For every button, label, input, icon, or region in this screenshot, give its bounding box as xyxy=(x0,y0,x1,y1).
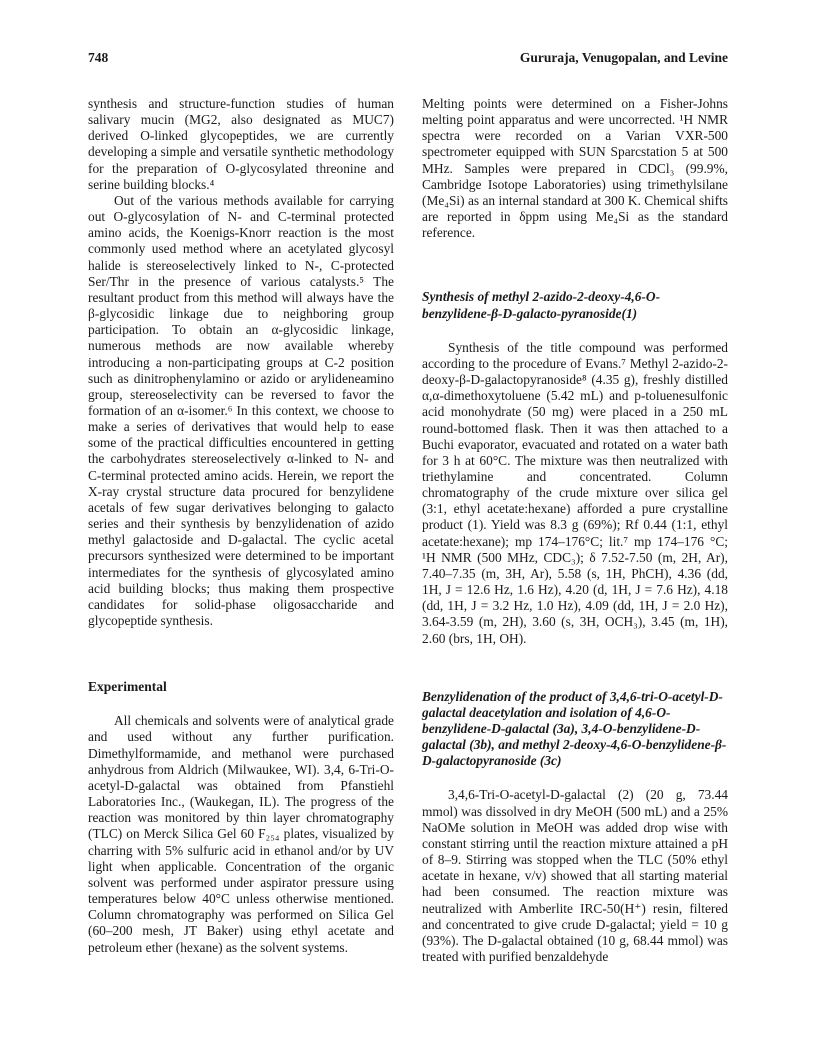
running-head-authors: Gururaja, Venugopalan, and Levine xyxy=(519,50,728,65)
left-column xyxy=(88,96,394,956)
section-spacer xyxy=(422,241,728,289)
glycosylation-methods-paragraph: Out of the various methods available for carrying out O-glycosylation of N- and C-terminal protected amino acids, the Koenigs-Knorr reaction is the most commonly used method where an acetylated glycosyl halide is stereoselectively linked to N-, C-protected Ser/Thr in the presence of various catalysts.⁵ The resultant product from this method will always have the β-glycosidic linkage due to neighboring group participation. To obtain an α-glycosidic linkage, numerous methods are now available whereby introducing a non-participating groups at C-2 position such as dinitrophenylamino or azido or arylideneamino group, stereoselectivity can be reversed to favor the formation of an α-isomer.⁶ In this context, we choose to make a series of derivatives that would help to ease some of the practical difficulties encountered in getting the carbohydrates stereoselectively α-linked to N- and C-terminal protected amino acids. Herein, we report the X-ray crystal structure data procured for benzylidene acetals of few sugar derivatives belonging to galacto series and their synthesis by benzylidenation of azido methyl galactoside and D-galactal. The cyclic acetal precursors synthesized were determined to be important intermediates for the synthesis of glycosylated amino acid building blocks; thus making them prospective candidates for solid-phase oligosaccharide and glycopeptide synthesis. xyxy=(88,192,394,628)
experimental-heading: Experimental xyxy=(88,679,167,695)
materials-paragraph: All chemicals and solvents were of analytical grade and used without any further purification. Dimethylformamide, and methanol were purchased anhydrous from Aldrich (Milwaukee, WI). 3,4, 6-Tri-O-acetyl-D-galactal was obtained from Pfanstiehl Laboratories Inc., (Waukegan, IL). The progress of the reaction was monitored by thin layer chromatography (TLC) on Merck Silica Gel 60 F₂₅₄ plates, visualized by charring with 5% sulfuric acid in ethanol and/or by UV light when applicable. Concentration of the organic solvent was performed under aspirator pressure using temperatures below 40°C unless otherwise mentioned. Column chromatography was performed on Silica Gel (60–200 mesh, JT Baker) using ethyl acetate and petroleum ether (hexane) as the solvent systems. xyxy=(88,713,394,955)
heading-spacer xyxy=(422,322,728,340)
benzylidenation-heading: Benzylidenation of the product of 3,4,6-tri-O-acetyl-D-galactal deacetylation and isolation of 4,6-O-benzylidene-D-galactal (3a), 3,4-O-benzylidene-D-galactal (3b), and methyl 2-deoxy-4,6-O-benzylidene-β-D-galactopyranoside (3c) xyxy=(422,688,727,769)
heading-spacer xyxy=(88,695,394,713)
section-spacer xyxy=(88,629,394,679)
synthesis-compound-1-paragraph: Synthesis of the title compound was performed according to the procedure of Evans.⁷ Methyl 2-azido-2-deoxy-β-D-galactopyranoside⁸ (4.35 g), freshly distilled α,α-dimethoxytoluene (5.42 mL) and p-toluenesulfonic acid monohydrate (50 mg) were placed in a 250 mL round-bottomed flask. Then it was then attached to a Buchi evaporator, evacuated and rotated on a water bath for 3 h at 60°C. The mixture was then neutralized with triethylamine and concentrated. Column chromatography of the crude mixture over silica gel (3:1, ethyl acetate:hexane) afforded a pure crystalline product (1). Yield was 8.3 g (69%); Rf 0.44 (1:1, ethyl acetate:hexane); mp 174–176°C; lit.⁷ mp 174–176 °C; ¹H NMR (500 MHz, CDC₃); δ 7.52-7.50 (m, 2H, Ar), 7.40–7.35 (m, 3H, Ar), 5.58 (s, 1H, PhCH), 4.36 (dd, 1H, J = 12.6 Hz, 1.6 Hz), 4.20 (d, 1H, J = 7.6 Hz), 4.18 (dd, 1H, J = 3.2 Hz, 1.0 Hz), 4.09 (dd, 1H, J = 2.0 Hz), 3.64-3.59 (m, 2H), 3.60 (s, 3H, OCH₃), 3.45 (m, 1H), 2.60 (brs, 1H, OH). xyxy=(422,339,728,646)
page-header xyxy=(88,50,728,68)
instrumentation-paragraph: Melting points were determined on a Fisher-Johns melting point apparatus and were uncorrected. ¹H NMR spectra were recorded on a Varian VXR-500 spectrometer equipped with SUN Sparcstation 5 at 500 MHz. Samples were prepared in CDCl₃ (99.9%, Cambridge Isotope Laboratories) using trimethylsilane (Me₄Si) as an internal standard at 300 K. Chemical shifts are reported in δppm using Me₄Si as the standard reference. xyxy=(422,96,728,241)
intro-paragraph-continued: synthesis and structure-function studies of human salivary mucin (MG2, also designated as MUC7) derived O-linked glycopeptides, we are currently developing a simple and versatile synthetic methodology for the preparation of O-glycosylated threonine and serine building blocks.⁴ xyxy=(88,96,394,192)
heading-spacer xyxy=(422,769,728,787)
page-number: 748 xyxy=(88,50,109,65)
benzylidenation-paragraph: 3,4,6-Tri-O-acetyl-D-galactal (2) (20 g, 73.44 mmol) was dissolved in dry MeOH (500 mL) and a 25% NaOMe solution in MeOH was added drop wise with constant stirring until the reaction mixture attained a pH of 8–9. Stirring was stopped when the TLC (50% ethyl acetate in hexane, v/v) showed that all starting material had been consumed. The reaction mixture was neutralized with Amberlite IRC-50(H⁺) resin, filtered and concentrated to give crude D-galactal; yield = 10 g (93%). The D-galactal obtained (10 g, 68.44 mmol) was treated with purified benzaldehyde xyxy=(422,787,728,965)
synthesis-compound-1-heading: Synthesis of methyl 2-azido-2-deoxy-4,6-O-benzylidene-β-D-galacto-pyranoside(1) xyxy=(422,289,661,321)
section-spacer xyxy=(422,647,728,689)
right-column xyxy=(422,96,728,965)
